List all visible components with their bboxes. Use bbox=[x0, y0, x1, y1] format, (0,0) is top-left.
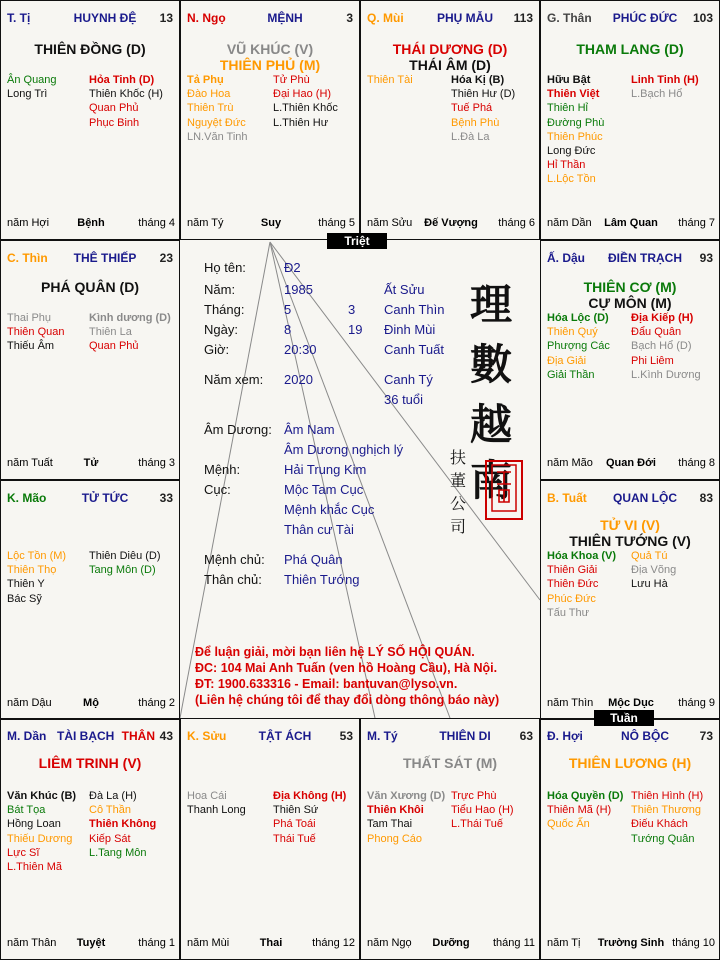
minor-star: Lộc Tồn (M) bbox=[7, 550, 67, 562]
minor-star: Phượng Các bbox=[547, 340, 610, 353]
minor-star: Thiên Y bbox=[7, 578, 45, 591]
menh-label: Mệnh: bbox=[204, 462, 241, 477]
nam-xem-label: Năm xem: bbox=[204, 372, 264, 387]
minor-star: Địa Võng bbox=[631, 564, 677, 577]
notice-line-2: ĐC: 104 Mai Anh Tuấn (ven hồ Hoàng Cầu), Hà Nội. bbox=[195, 661, 498, 675]
main-star: THAM LANG (D) bbox=[576, 41, 684, 57]
palace-branch: K. Sửu bbox=[187, 729, 227, 743]
good-stars-column bbox=[7, 549, 66, 606]
nam-can-chi: Ất Sửu bbox=[384, 282, 425, 297]
ngay-value: 8 bbox=[284, 322, 292, 337]
minor-star: Văn Xương (D) bbox=[367, 790, 446, 802]
than-chu-value: Thiên Tướng bbox=[284, 572, 360, 587]
palace-cell-tuat[interactable] bbox=[540, 480, 720, 720]
kanji-char-4: 南 bbox=[470, 456, 513, 505]
am-duong-value: Âm Nam bbox=[284, 422, 335, 437]
minor-star: Tử Phù bbox=[273, 74, 310, 86]
minor-star: Kình dương (D) bbox=[89, 312, 171, 324]
main-star: THÁI ÂM (D) bbox=[409, 57, 491, 73]
kanji-char-1: 理 bbox=[470, 280, 513, 329]
palace-name: TỬ TỨC bbox=[81, 491, 129, 505]
minor-star: Địa Giải bbox=[547, 354, 587, 367]
main-star: THIÊN CƠ (M) bbox=[583, 279, 677, 295]
minor-star: Thiên Hư (D) bbox=[451, 88, 516, 101]
palace-number: 43 bbox=[159, 729, 173, 743]
minor-star: Hỏa Tinh (D) bbox=[89, 74, 155, 86]
palace-number: 93 bbox=[699, 251, 713, 265]
palace-footer bbox=[547, 217, 715, 231]
thang-value: 5 bbox=[284, 302, 292, 317]
minor-star: Quan Phủ bbox=[89, 102, 139, 115]
thang-label: Tháng: bbox=[204, 302, 245, 317]
palace-header bbox=[7, 251, 173, 265]
palace-branch: G. Thân bbox=[547, 11, 592, 25]
palace-header bbox=[7, 491, 173, 505]
minor-star: Hỉ Thần bbox=[547, 159, 586, 172]
good-stars-column bbox=[547, 549, 616, 620]
bad-stars-column bbox=[451, 789, 514, 832]
minor-star: Bạch Hổ (D) bbox=[631, 340, 692, 353]
palace-month: tháng 7 bbox=[678, 217, 715, 229]
good-stars-column bbox=[367, 789, 445, 846]
good-stars-column bbox=[187, 73, 248, 144]
palace-branch: N. Ngọ bbox=[187, 11, 226, 25]
palace-stage: Mộ bbox=[83, 697, 99, 709]
minor-star: Hoa Cái bbox=[187, 790, 227, 802]
palace-year: năm Tị bbox=[547, 937, 581, 949]
nam-label: Năm: bbox=[204, 282, 236, 297]
minor-star: Thiên Mã (H) bbox=[547, 804, 612, 817]
palace-cell-ngo[interactable] bbox=[180, 0, 360, 240]
palace-year: năm Thân bbox=[7, 937, 57, 949]
minor-star: Hữu Bật bbox=[547, 74, 591, 86]
minor-star: Phục Binh bbox=[89, 116, 140, 129]
red-seal-stamp bbox=[485, 460, 523, 520]
main-star: THIÊN PHỦ (M) bbox=[219, 57, 321, 73]
minor-star: Tiểu Hao (H) bbox=[451, 804, 514, 817]
tuan-marker: Tuần bbox=[594, 710, 654, 726]
minor-star: Lực Sĩ bbox=[7, 846, 40, 859]
minor-star: Thiên Việt bbox=[547, 88, 600, 101]
minor-star: Long Đức bbox=[547, 144, 596, 157]
palace-number: 73 bbox=[699, 729, 713, 743]
ho-ten-label: Họ tên: bbox=[204, 260, 246, 275]
minor-star: Thiên La bbox=[89, 326, 132, 339]
minor-star: Thiên Khốc (H) bbox=[89, 88, 163, 101]
good-stars-column bbox=[547, 789, 623, 832]
palace-cell-dau[interactable] bbox=[540, 240, 720, 480]
minor-star: Địa Không (H) bbox=[273, 790, 347, 802]
minor-star: Hồng Loan bbox=[7, 818, 61, 831]
palace-month: tháng 5 bbox=[318, 217, 355, 229]
minor-star: L.Thiên Mã bbox=[7, 860, 63, 873]
minor-star: Thanh Long bbox=[187, 804, 246, 817]
minor-star: L.Thái Tuế bbox=[451, 818, 503, 831]
palace-header bbox=[187, 729, 353, 743]
palace-stage: Suy bbox=[260, 217, 282, 229]
minor-star: Trực Phù bbox=[451, 790, 497, 802]
palace-cell-than[interactable] bbox=[540, 0, 720, 240]
palace-footer bbox=[187, 937, 355, 951]
gio-value: 20:30 bbox=[284, 342, 317, 357]
minor-star: LN.Văn Tinh bbox=[187, 130, 248, 143]
thang-can-chi: Canh Thìn bbox=[384, 302, 445, 317]
kanji-char-2: 數 bbox=[470, 340, 513, 389]
palace-number: 53 bbox=[339, 729, 353, 743]
palace-number: 63 bbox=[519, 729, 533, 743]
minor-star: Nguyệt Đức bbox=[187, 116, 246, 129]
cuc-note-1: Mệnh khắc Cục bbox=[284, 502, 375, 517]
minor-star: Kiếp Sát bbox=[89, 832, 131, 845]
palace-stage: Bệnh bbox=[77, 217, 105, 229]
minor-star: Thái Tuế bbox=[273, 832, 316, 845]
palace-stage: Dưỡng bbox=[432, 937, 470, 949]
palace-month: tháng 11 bbox=[492, 937, 535, 949]
palace-footer bbox=[7, 217, 175, 231]
palace-year: năm Tý bbox=[187, 217, 224, 229]
notice-line-1: Để luận giải, mời bạn liên hệ LÝ SỐ HỘI QUÁN. bbox=[195, 645, 475, 659]
palace-month: tháng 6 bbox=[498, 217, 535, 229]
palace-stage: Mộc Dục bbox=[608, 697, 654, 709]
palace-year: năm Dần bbox=[547, 217, 592, 229]
minor-star: Tướng Quân bbox=[631, 832, 695, 845]
palace-branch: Ấ. Dậu bbox=[547, 251, 586, 265]
minor-star: Bát Tọa bbox=[7, 804, 46, 817]
minor-star: Phi Liêm bbox=[631, 354, 674, 367]
palace-header bbox=[547, 251, 713, 265]
palace-number: 3 bbox=[346, 11, 353, 25]
palace-number: 13 bbox=[159, 11, 173, 25]
minor-star: Thiên Trù bbox=[187, 102, 234, 115]
than-marker: THÂN bbox=[121, 729, 155, 743]
minor-star: Hóa Kị (B) bbox=[451, 74, 505, 86]
minor-star: Cô Thần bbox=[89, 804, 131, 817]
palace-cell-thin[interactable] bbox=[0, 240, 180, 480]
palace-year: năm Thìn bbox=[547, 697, 594, 709]
good-stars-column bbox=[7, 311, 64, 354]
good-stars-column bbox=[367, 73, 413, 87]
ho-ten-value: Đ2 bbox=[284, 260, 301, 275]
minor-star: Giải Thần bbox=[547, 368, 595, 381]
palace-number: 33 bbox=[159, 491, 173, 505]
palace-month: tháng 10 bbox=[672, 937, 715, 949]
palace-year: năm Ngọ bbox=[367, 937, 412, 949]
bad-stars-column bbox=[273, 789, 346, 846]
thang-am-value: 3 bbox=[348, 302, 356, 317]
palace-name: MỆNH bbox=[267, 11, 303, 25]
minor-star: Tuế Phá bbox=[451, 102, 493, 115]
palace-name: HUYNH ĐỆ bbox=[73, 11, 137, 25]
palace-year: năm Hợi bbox=[7, 217, 50, 229]
palace-number: 113 bbox=[513, 11, 533, 25]
palace-name: NÔ BỘC bbox=[621, 729, 669, 743]
minor-star: Phúc Đức bbox=[547, 592, 596, 605]
palace-cell-ty[interactable] bbox=[360, 718, 540, 960]
palace-number: 23 bbox=[159, 251, 173, 265]
palace-name: PHÚC ĐỨC bbox=[612, 11, 678, 25]
minor-star: Thiên Thọ bbox=[7, 564, 57, 577]
minor-star: L.Kình Dương bbox=[631, 368, 701, 381]
minor-star: Thiếu Dương bbox=[7, 832, 73, 845]
kanji-small-1: 扶 bbox=[450, 448, 467, 467]
menh-chu-label: Mệnh chủ: bbox=[204, 552, 265, 567]
minor-star: Thiên Thương bbox=[631, 804, 702, 817]
minor-star: Thiên Khôi bbox=[367, 804, 424, 817]
palace-cell-dan[interactable] bbox=[0, 718, 180, 960]
bad-stars-column bbox=[631, 311, 701, 382]
bad-stars-column bbox=[89, 311, 171, 354]
palace-branch: T. Tị bbox=[7, 11, 31, 25]
cuc-label: Cục: bbox=[204, 482, 231, 497]
minor-star: Quốc Ấn bbox=[547, 818, 590, 831]
minor-star: Phong Cáo bbox=[367, 832, 423, 845]
palace-branch: Q. Mùi bbox=[367, 11, 404, 25]
palace-month: tháng 12 bbox=[312, 937, 355, 949]
palace-footer bbox=[547, 937, 715, 951]
palace-cell-hoi[interactable] bbox=[540, 718, 720, 960]
minor-star: Đại Hao (H) bbox=[273, 88, 332, 101]
palace-header bbox=[547, 491, 713, 505]
palace-footer bbox=[547, 457, 715, 471]
palace-footer bbox=[367, 937, 535, 951]
minor-star: Long Trì bbox=[7, 88, 48, 101]
good-stars-column bbox=[547, 311, 610, 382]
palace-header bbox=[547, 11, 713, 25]
palace-footer bbox=[367, 217, 535, 231]
palace-year: năm Mão bbox=[547, 457, 593, 469]
cuc-note-2: Thân cư Tài bbox=[284, 522, 354, 537]
minor-star: L.Tang Môn bbox=[89, 846, 147, 859]
minor-star: Thiên Phúc bbox=[547, 130, 603, 143]
bad-stars-column bbox=[273, 73, 338, 130]
palace-header bbox=[367, 729, 533, 743]
menh-chu-value: Phá Quân bbox=[284, 552, 343, 567]
main-star: PHÁ QUÂN (D) bbox=[41, 279, 139, 295]
palace-name: ĐIỀN TRẠCH bbox=[608, 251, 682, 265]
palace-month: tháng 8 bbox=[678, 457, 715, 469]
am-duong-label: Âm Dương: bbox=[204, 422, 272, 437]
palace-month: tháng 2 bbox=[138, 697, 175, 709]
palace-branch: C. Thìn bbox=[7, 251, 48, 265]
palace-cell-ti[interactable] bbox=[0, 0, 180, 240]
palace-name: QUAN LỘC bbox=[613, 491, 677, 505]
minor-star: Bác Sỹ bbox=[7, 592, 42, 605]
palace-cell-mui[interactable] bbox=[360, 0, 540, 240]
palace-branch: Đ. Hợi bbox=[547, 729, 583, 743]
palace-header bbox=[547, 729, 713, 743]
minor-star: L.Đà La bbox=[451, 130, 490, 143]
minor-star: Phá Toái bbox=[273, 818, 316, 831]
minor-star: Văn Khúc (B) bbox=[7, 790, 77, 802]
palace-name: PHỤ MẪU bbox=[437, 11, 493, 25]
minor-star: L.Thiên Hư bbox=[273, 116, 329, 129]
kanji-small-2: 董 bbox=[450, 471, 467, 490]
palace-name: TÀI BẠCH bbox=[57, 729, 115, 743]
main-star: THIÊN LƯƠNG (H) bbox=[568, 755, 692, 771]
minor-star: Thiên Diêu (D) bbox=[89, 550, 161, 562]
main-star: CỰ MÔN (M) bbox=[588, 295, 672, 311]
palace-number: 83 bbox=[699, 491, 713, 505]
palace-cell-mao[interactable] bbox=[0, 480, 180, 720]
palace-header bbox=[7, 729, 173, 743]
minor-star: Thiên Hình (H) bbox=[631, 790, 704, 802]
minor-star: Thiên Tài bbox=[367, 74, 413, 86]
main-star: TỬ VI (V) bbox=[600, 517, 660, 533]
palace-stage: Lâm Quan bbox=[604, 217, 658, 229]
palace-stage: Trường Sinh bbox=[597, 937, 665, 949]
palace-name: TẬT ÁCH bbox=[258, 729, 312, 743]
nam-value: 1985 bbox=[284, 282, 313, 297]
palace-month: tháng 9 bbox=[678, 697, 715, 709]
nam-xem-can-chi: Canh Tý bbox=[384, 372, 433, 387]
minor-star: Lưu Hà bbox=[631, 578, 668, 591]
palace-footer bbox=[7, 937, 175, 951]
good-stars-column bbox=[547, 73, 604, 187]
gio-label: Giờ: bbox=[204, 342, 230, 357]
good-stars-column bbox=[187, 789, 246, 817]
minor-star: Quan Phủ bbox=[89, 340, 139, 353]
palace-cell-suu[interactable] bbox=[180, 718, 360, 960]
main-star: LIÊM TRINH (V) bbox=[38, 755, 142, 771]
minor-star: Địa Kiếp (H) bbox=[631, 312, 694, 324]
minor-star: Linh Tinh (H) bbox=[631, 74, 699, 86]
kanji-small-3: 公 bbox=[450, 494, 467, 513]
palace-stage: Đế Vượng bbox=[424, 217, 478, 229]
ngay-am-value: 19 bbox=[348, 322, 363, 337]
ngay-label: Ngày: bbox=[204, 322, 238, 337]
minor-star: Thiếu Âm bbox=[7, 340, 55, 353]
bad-stars-column bbox=[631, 73, 699, 101]
minor-star: L.Lộc Tồn bbox=[547, 173, 596, 186]
menh-value: Hải Trung Kim bbox=[284, 462, 367, 477]
minor-star: Đường Phù bbox=[547, 116, 605, 129]
palace-number: 103 bbox=[692, 11, 713, 25]
bad-stars-column bbox=[89, 73, 163, 130]
minor-star: Thiên Đức bbox=[547, 578, 599, 591]
minor-star: Đào Hoa bbox=[187, 88, 231, 101]
minor-star: Hóa Quyền (D) bbox=[547, 790, 624, 802]
palace-month: tháng 1 bbox=[138, 937, 175, 949]
kanji-small-4: 司 bbox=[450, 517, 467, 536]
palace-footer bbox=[7, 697, 175, 711]
minor-star: Tang Môn (D) bbox=[89, 564, 156, 577]
bad-stars-column bbox=[89, 789, 156, 860]
palace-stage: Tử bbox=[83, 457, 99, 469]
palace-footer bbox=[7, 457, 175, 471]
am-duong-note: Âm Dương nghịch lý bbox=[284, 442, 404, 457]
palace-month: tháng 3 bbox=[138, 457, 175, 469]
palace-year: năm Mùi bbox=[187, 937, 230, 949]
bad-stars-column bbox=[631, 549, 676, 592]
main-star: THIÊN ĐỒNG (D) bbox=[34, 41, 146, 57]
minor-star: Đẩu Quân bbox=[631, 326, 682, 339]
palace-branch: B. Tuất bbox=[547, 491, 587, 505]
minor-star: Hóa Lộc (D) bbox=[547, 312, 609, 324]
minor-star: Thiên Quan bbox=[7, 326, 65, 339]
main-star: THÁI DƯƠNG (D) bbox=[392, 41, 508, 57]
bad-stars-column bbox=[89, 549, 161, 577]
palace-stage: Tuyệt bbox=[76, 937, 106, 949]
palace-name: THÊ THIẾP bbox=[73, 251, 137, 265]
minor-star: Thai Phụ bbox=[7, 312, 52, 324]
palace-header bbox=[187, 11, 353, 25]
palace-footer bbox=[187, 217, 355, 231]
minor-star: Tam Thai bbox=[367, 818, 413, 831]
minor-star: Bệnh Phù bbox=[451, 116, 500, 129]
palace-footer bbox=[547, 697, 715, 711]
notice-line-4: (Liên hệ chúng tôi để thay đổi dòng thông báo này) bbox=[195, 693, 500, 707]
minor-star: Đà La (H) bbox=[89, 790, 137, 802]
palace-year: năm Sửu bbox=[367, 217, 413, 229]
palace-branch: K. Mão bbox=[7, 491, 47, 505]
triet-marker: Triệt bbox=[327, 233, 387, 249]
main-star: VŨ KHÚC (V) bbox=[226, 41, 314, 57]
good-stars-column bbox=[7, 789, 76, 874]
palace-branch: M. Tý bbox=[367, 729, 398, 743]
main-star: THẤT SÁT (M) bbox=[402, 755, 498, 771]
minor-star: Quả Tú bbox=[631, 550, 668, 562]
minor-star: Điếu Khách bbox=[631, 818, 688, 831]
cuc-value: Mộc Tam Cục bbox=[284, 482, 364, 497]
minor-star: Hóa Khoa (V) bbox=[547, 550, 617, 562]
minor-star: Tả Phụ bbox=[187, 74, 224, 86]
palace-stage: Quan Đới bbox=[606, 457, 656, 469]
palace-stage: Thai bbox=[259, 937, 283, 949]
main-star: THIÊN TƯỚNG (V) bbox=[569, 533, 691, 549]
palace-branch: M. Dần bbox=[7, 729, 47, 743]
nam-xem-value: 2020 bbox=[284, 372, 313, 387]
minor-star: Thiên Giải bbox=[547, 564, 598, 577]
tuoi-value: 36 tuổi bbox=[384, 392, 424, 407]
good-stars-column bbox=[7, 73, 57, 101]
minor-star: L.Bạch Hổ bbox=[631, 88, 683, 101]
than-chu-label: Thân chủ: bbox=[204, 572, 262, 587]
minor-star: Tấu Thư bbox=[547, 606, 590, 619]
minor-star: Thiên Sứ bbox=[273, 804, 319, 817]
minor-star: Thiên Hỉ bbox=[547, 102, 588, 115]
notice-line-3: ĐT: 1900.633316 - Email: bantuvan@lyso.vn. bbox=[195, 677, 458, 691]
minor-star: L.Thiên Khốc bbox=[273, 102, 338, 115]
minor-star: Thiên Không bbox=[89, 818, 157, 831]
minor-star: Thiên Quý bbox=[547, 326, 598, 339]
palace-year: năm Dậu bbox=[7, 697, 52, 709]
bad-stars-column bbox=[631, 789, 703, 846]
ngay-can-chi: Đinh Mùi bbox=[384, 322, 436, 337]
palace-name: THIÊN DI bbox=[439, 729, 491, 743]
palace-month: tháng 4 bbox=[138, 217, 175, 229]
palace-header bbox=[367, 11, 533, 25]
palace-year: năm Tuất bbox=[7, 457, 53, 469]
gio-can-chi: Canh Tuất bbox=[384, 342, 444, 357]
palace-header bbox=[7, 11, 173, 25]
kanji-char-3: 越 bbox=[470, 400, 513, 449]
minor-star: Ân Quang bbox=[7, 74, 57, 86]
bad-stars-column bbox=[451, 73, 515, 144]
